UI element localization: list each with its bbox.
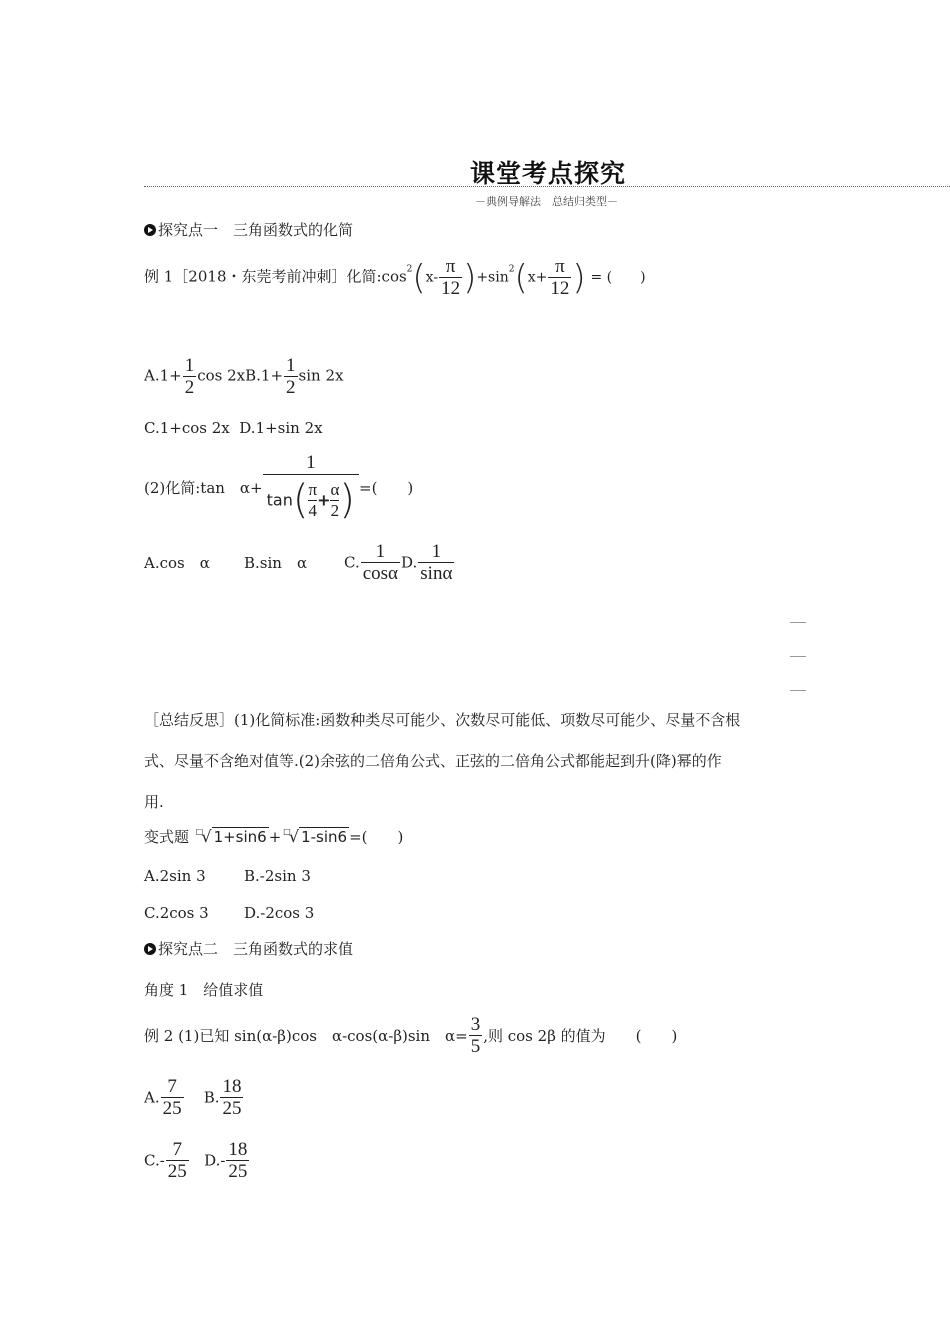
denominator: 2 xyxy=(286,377,296,398)
ex2-optB-pre: B. xyxy=(203,1088,220,1107)
variant-optA: A.2sin 3 xyxy=(144,867,206,885)
ex1b-options xyxy=(144,541,455,584)
page-subtitle: －典例导解法 总结归类型－ xyxy=(475,195,618,208)
ex2-optB-frac xyxy=(220,1076,243,1119)
example-1b-question xyxy=(144,452,413,523)
ex2-options-ab xyxy=(144,1076,244,1119)
ex1-x-plus: x+ xyxy=(527,269,548,286)
denominator: 2 xyxy=(184,377,195,398)
numerator: 7 xyxy=(172,1139,183,1160)
numerator: 18 xyxy=(228,1139,248,1160)
variant-question xyxy=(144,826,403,847)
title-divider xyxy=(144,186,950,187)
section-heading-2 xyxy=(144,938,353,959)
ex1b-big-fraction xyxy=(263,452,359,523)
variant-optC: C.2cos 3 xyxy=(144,904,209,922)
denominator xyxy=(263,474,359,523)
radical-1 xyxy=(194,827,269,846)
page-title: 课堂考点探究 xyxy=(470,159,627,188)
numerator: 18 xyxy=(222,1076,242,1097)
denominator: 25 xyxy=(222,1098,242,1119)
left-paren: ( xyxy=(292,477,309,523)
numerator: 1 xyxy=(184,355,195,376)
ex1-options-cd xyxy=(144,419,323,437)
ex1-optA-frac xyxy=(183,355,197,398)
inner-frac-pi-4 xyxy=(308,480,317,521)
ex2-optD-pre: D.- xyxy=(204,1151,226,1170)
root-index-icon: □ xyxy=(283,827,291,836)
ex1-eq: = ( ) xyxy=(590,269,646,286)
angle-heading: 角度 1 给值求值 xyxy=(144,981,264,999)
margin-mark xyxy=(790,622,806,623)
variant-optD: D.-2cos 3 xyxy=(244,904,315,922)
ex2-optD-frac xyxy=(226,1139,249,1182)
ex1-optA-pre: A.1+ xyxy=(144,366,182,385)
ex1-power: 2 xyxy=(406,264,413,275)
play-circle-icon xyxy=(144,943,156,955)
plus-sign: + xyxy=(317,490,331,510)
numerator: 1 xyxy=(286,355,296,376)
right-paren: ) xyxy=(339,477,355,523)
ex2-optA-pre: A. xyxy=(144,1088,160,1107)
margin-mark xyxy=(790,656,806,657)
ex1b-optB: B.sin α xyxy=(244,554,308,572)
play-circle-icon xyxy=(144,224,156,236)
ex2-suffix: ,则 cos 2β 的值为 ( ) xyxy=(483,1027,678,1045)
ex2-frac-3-5 xyxy=(469,1014,483,1057)
ex2-options-cd xyxy=(144,1139,250,1182)
denominator: sinα xyxy=(420,563,453,584)
radicand-2: 1-sin6 xyxy=(301,828,348,846)
ex1-prefix: 例 1［2018・东莞考前冲刺］化简:cos xyxy=(144,267,407,286)
ex1b-optC-frac xyxy=(361,541,400,584)
ex2-optC-pre: C.- xyxy=(144,1151,165,1170)
example-2-question xyxy=(144,1014,677,1057)
variant-options-cd xyxy=(144,904,314,922)
ex1-frac-pi-12-b xyxy=(548,256,571,299)
ex2-prefix: 例 2 (1)已知 sin(α-β)cos α-cos(α-β)sin α= xyxy=(144,1027,468,1045)
margin-mark xyxy=(790,690,806,691)
ex1-optB-post: sin 2x xyxy=(298,366,344,385)
numerator: 3 xyxy=(470,1014,481,1035)
tan-label: tan xyxy=(266,490,293,510)
plus-sign: + xyxy=(268,828,282,846)
section-heading-1 xyxy=(144,219,353,240)
ex1-options-ab xyxy=(144,355,343,398)
numerator: 7 xyxy=(167,1076,177,1097)
example-1-question xyxy=(144,256,646,299)
root-index-icon: □ xyxy=(195,827,204,836)
radicand-1: 1+sin6 xyxy=(213,828,267,846)
left-paren: ( xyxy=(412,257,426,298)
variant-prefix: 变式题 xyxy=(144,828,190,846)
ex2-optC-frac xyxy=(166,1139,189,1182)
section-heading-text: 探究点二 三角函数式的求值 xyxy=(158,940,354,958)
summary-line-2: 式、尽量不含绝对值等.(2)余弦的二倍角公式、正弦的二倍角公式都能起到升(降)幂的作 xyxy=(144,752,722,770)
ex1-optB-frac xyxy=(284,355,298,398)
sqrt-icon: √ xyxy=(201,827,212,846)
variant-options-ab xyxy=(144,867,311,885)
numerator: α xyxy=(330,479,340,499)
denominator: 12 xyxy=(550,278,570,299)
summary-line-1: ［总结反思］(1)化简标准:函数种类尽可能少、次数尽可能低、项数尽可能少、尽量不含根 xyxy=(144,711,741,729)
summary-line-3: 用. xyxy=(144,793,164,811)
ex1-optC: C.1+cos 2x xyxy=(144,419,230,437)
right-paren-2: ) xyxy=(572,257,586,298)
ex1-power-2: 2 xyxy=(508,264,515,275)
denominator: 25 xyxy=(228,1161,248,1182)
ex1b-eq: =( ) xyxy=(359,479,414,497)
numerator: 1 xyxy=(375,541,386,562)
ex1-frac-pi-12 xyxy=(439,256,462,299)
denominator: 2 xyxy=(330,500,340,520)
ex1b-optC-pre: C. xyxy=(344,553,360,572)
ex1-optD: D.1+sin 2x xyxy=(239,419,323,437)
ex1-optB-pre: B.1+ xyxy=(245,366,284,385)
denominator: 25 xyxy=(162,1098,182,1119)
sqrt-icon: √ xyxy=(288,827,300,846)
numerator: π xyxy=(555,256,565,277)
ex1-x-minus: x- xyxy=(425,269,439,286)
right-paren: ) xyxy=(463,257,477,298)
ex2-optA-frac xyxy=(161,1076,184,1119)
ex1b-optD-pre: D. xyxy=(401,553,418,572)
denominator: cosα xyxy=(362,563,399,584)
denominator: 5 xyxy=(470,1036,481,1057)
numerator: 1 xyxy=(431,541,442,562)
ex1b-optD-frac xyxy=(418,541,454,584)
denominator: 12 xyxy=(441,278,461,299)
ex1-optA-post: cos 2x xyxy=(197,366,246,385)
section-heading-text: 探究点一 三角函数式的化简 xyxy=(158,221,354,239)
denominator: 4 xyxy=(308,500,318,520)
left-paren-2: ( xyxy=(514,257,528,298)
numerator: π xyxy=(308,479,318,499)
denominator: 25 xyxy=(167,1161,187,1182)
numerator: π xyxy=(445,256,456,277)
variant-optB: B.-2sin 3 xyxy=(244,867,311,885)
ex1b-optA: A.cos α xyxy=(144,554,210,572)
ex1b-prefix: (2)化简:tan α+ xyxy=(144,479,263,497)
ex1-plus-sin: +sin xyxy=(476,269,509,286)
radical-2 xyxy=(281,827,349,846)
variant-eq: =( ) xyxy=(349,828,404,846)
numerator: 1 xyxy=(306,452,316,473)
